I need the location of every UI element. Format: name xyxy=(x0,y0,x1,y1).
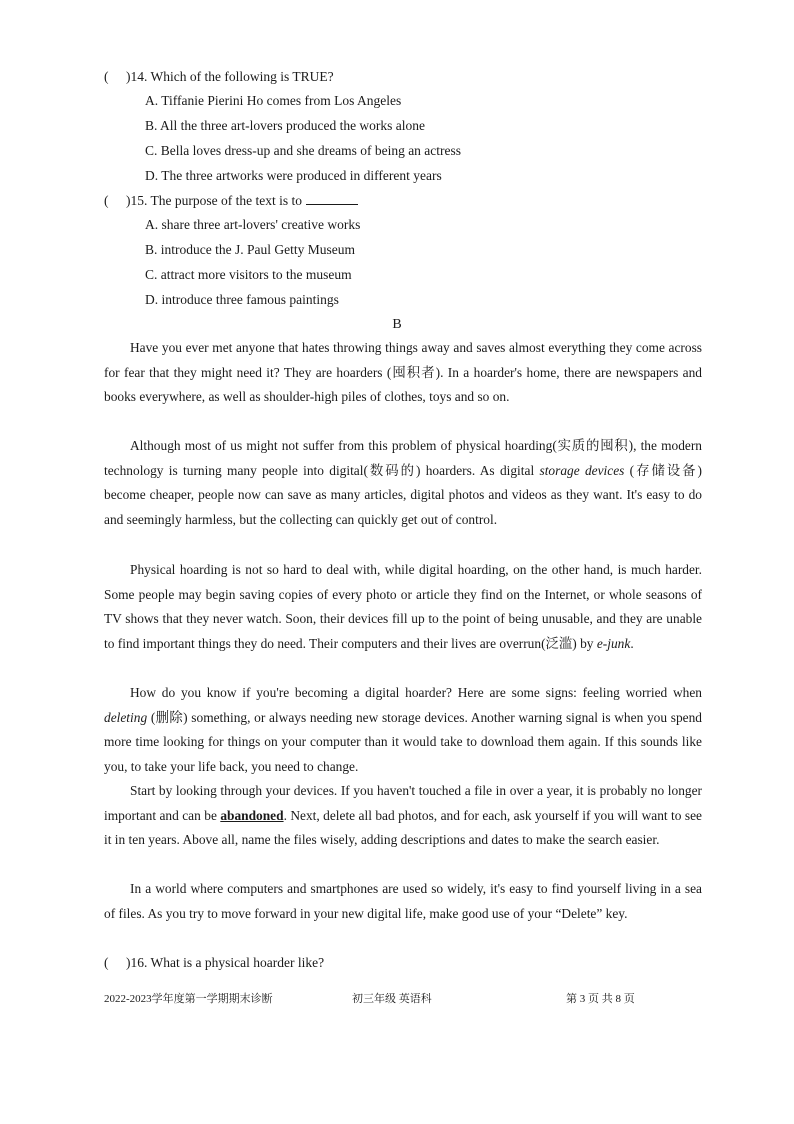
question-16-stem: )16. What is a physical hoarder like? xyxy=(126,955,325,970)
answer-bracket: ( xyxy=(104,193,109,208)
footer-page-number: 第 3 页 共 8 页 xyxy=(566,993,635,1005)
footer-exam-title: 2022-2023学年度第一学期期末诊断 xyxy=(104,993,273,1005)
passage-paragraph-3 xyxy=(104,558,702,656)
paragraph-text: (存储设备) become cheaper, people now can save as many articles, digital photos and videos as they want. It's easy to do and seemingly harmless, but the collecting can quickly get out of control. xyxy=(104,462,702,527)
question-16 xyxy=(104,954,324,972)
question-15 xyxy=(104,192,358,210)
paragraph-text: (删除) something, or always needing new storage devices. Another warning signal is when you spend more time looking for things on your computer than it would take to download them again. If this sounds like you, to take your life back, you need to change. xyxy=(104,709,702,774)
question-14 xyxy=(104,68,334,86)
passage-paragraph-5 xyxy=(104,779,702,853)
underlined-word: abandoned xyxy=(220,807,284,823)
passage-paragraph-4 xyxy=(104,681,702,779)
q14-option-d: D. The three artworks were produced in different years xyxy=(145,168,442,183)
answer-bracket: ( xyxy=(104,69,109,84)
q15-option-b: B. introduce the J. Paul Getty Museum xyxy=(145,242,355,257)
paragraph-text: . Next, delete all bad photos, and for each, ask yourself if you will want to see it in ten years. Above all, name the files wisely, adding descriptions and dates to make the search easier. xyxy=(104,807,702,848)
paragraph-text: Although most of us might not suffer from this problem of physical hoarding(实质的囤积), the modern technology is turning many people into digital(数码的) hoarders. As digital xyxy=(104,438,702,478)
q14-option-a: A. Tiffanie Pierini Ho comes from Los Angeles xyxy=(145,93,402,108)
paragraph-text: . xyxy=(630,635,634,651)
section-heading: B xyxy=(392,317,402,332)
paragraph-text: Start by looking through your devices. If you haven't touched a file in over a year, it is probably no longer important and can be xyxy=(104,783,702,823)
paragraph-text: Physical hoarding is not so hard to deal with, while digital hoarding, on the other hand, is much harder. Some people may begin saving copies of every photo or article they find on the Internet, or whole seasons of TV shows that they never watch. Soon, their devices fill up to the point of being unusable, and they are unable to find important things they do need. Their computers and their lives are overrun(泛滥) by xyxy=(104,562,702,651)
passage-paragraph-2 xyxy=(104,434,702,532)
q15-option-d: D. introduce three famous paintings xyxy=(145,292,339,307)
q14-option-c: C. Bella loves dress-up and she dreams of being an actress xyxy=(145,143,462,158)
q14-option-b: B. All the three art-lovers produced the works alone xyxy=(145,118,426,133)
passage-paragraph-6: In a world where computers and smartphones are used so widely, it's easy to find yourself living in a sea of files. As you try to move forward in your new digital life, make good use of your “Delete” key. xyxy=(104,881,702,921)
emphasized-term: storage devices xyxy=(539,462,625,478)
footer-grade-subject: 初三年级 英语科 xyxy=(352,993,432,1005)
answer-blank xyxy=(306,192,358,205)
paragraph-text: How do you know if you're becoming a digital hoarder? Here are some signs: feeling worried when xyxy=(130,685,702,700)
q15-option-c: C. attract more visitors to the museum xyxy=(145,267,352,282)
emphasized-term: deleting xyxy=(104,709,148,725)
q15-option-a: A. share three art-lovers' creative works xyxy=(145,217,361,232)
question-14-stem: )14. Which of the following is TRUE? xyxy=(126,69,334,84)
question-15-stem: )15. The purpose of the text is to xyxy=(126,193,302,208)
answer-bracket: ( xyxy=(104,955,109,970)
emphasized-term: e-junk xyxy=(596,635,631,651)
passage-paragraph-1: Have you ever met anyone that hates throwing things away and saves almost everything they come across for fear that they might need it? They are hoarders (囤积者). In a hoarder's home, there are newspapers and books everywhere, as well as shoulder-high piles of clothes, toys and so on. xyxy=(104,340,702,405)
